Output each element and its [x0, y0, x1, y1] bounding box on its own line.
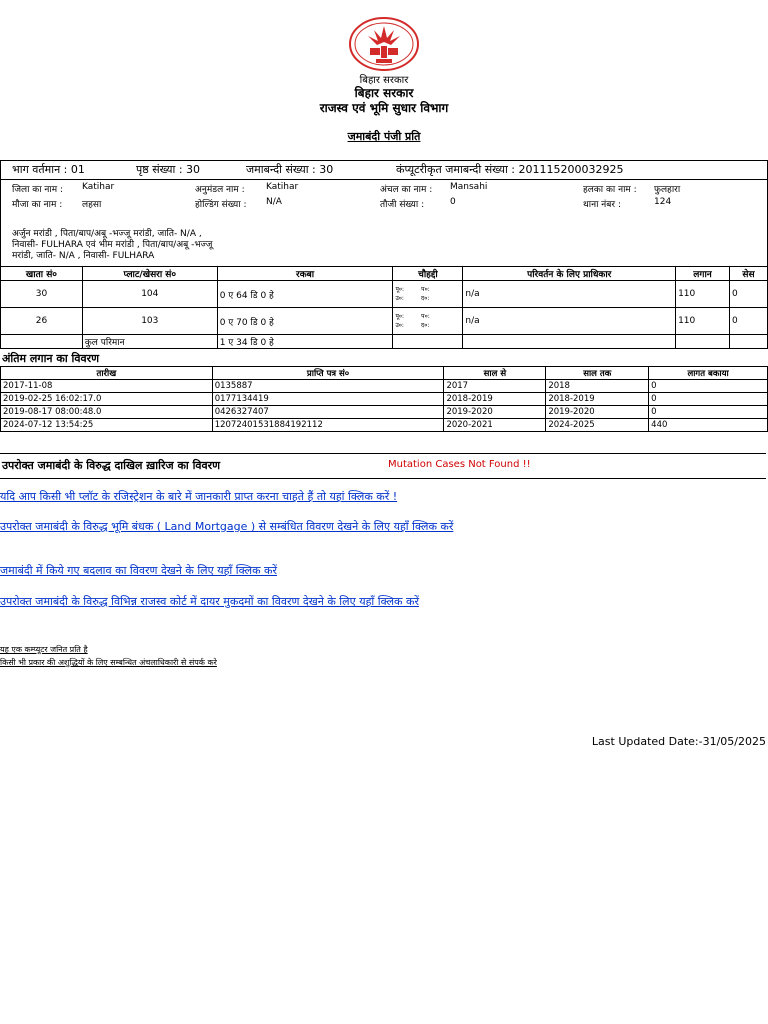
receipt-cell: 12072401531884192112 [212, 419, 444, 432]
summary-divider [0, 179, 768, 180]
lagan-table [0, 366, 768, 432]
boundary-west: प०: [421, 286, 430, 293]
chauhaddi-cell [393, 281, 463, 308]
contact-note: किसी भी प्रकार की अशुद्धियों के लिए सम्बन्धित अंचलाधिकारी से संपर्क करे [0, 658, 217, 667]
boundary-east: पू०: [395, 313, 404, 320]
header-year-from: साल से [444, 367, 546, 380]
mauza-value: लहसा [82, 200, 102, 210]
khata-cell: 26 [1, 308, 83, 335]
year-to-cell: 2024-2025 [546, 419, 649, 432]
circle-label: अंचल का नाम : [380, 185, 433, 195]
lagan-section-title: अंतिम लगान का विवरण [2, 352, 100, 365]
date-cell: 2017-11-08 [1, 380, 213, 393]
halka-value: फुलहारा [654, 185, 681, 195]
tauzi-label: तौजी संख्या : [380, 200, 425, 210]
empty-cell [463, 335, 676, 349]
prishth-sankhya: पृष्ठ संख्या : 30 [136, 163, 201, 176]
jamabandi-sankhya: जमाबन्दी संख्या : 30 [246, 163, 334, 176]
subdivision-label: अनुमंडल नाम : [195, 185, 245, 195]
receipt-cell: 0177134419 [212, 393, 444, 406]
rakba-cell: 0 ए 70 डि 0 हे [217, 308, 393, 335]
boundary-west: प०: [421, 313, 430, 320]
year-from-cell: 2017 [444, 380, 546, 393]
district-value: Katihar [82, 182, 115, 192]
document-title: जमाबंदी पंजी प्रति [347, 130, 421, 143]
halka-label: हलका का नाम : [583, 185, 637, 195]
receipt-cell: 0426327407 [212, 406, 444, 419]
table-row [1, 406, 768, 419]
boundary-east: पू०: [395, 286, 404, 293]
khata-cell: 30 [1, 281, 83, 308]
header-date: तारीख [1, 367, 213, 380]
year-to-cell: 2018-2019 [546, 393, 649, 406]
owner-line-1: अर्जुन मरांडी , पिता/बाप/अबू -भज्जू मरांडी, जाति- N/A , [12, 229, 202, 239]
date-cell: 2024-07-12 13:54:25 [1, 419, 213, 432]
total-rakba: 1 ए 34 डि 0 हे [217, 335, 393, 349]
bihar-government-emblem-icon [348, 16, 420, 72]
rakba-cell: 0 ए 64 डि 0 हे [217, 281, 393, 308]
gov-title: बिहार सरकार [354, 86, 414, 100]
mutation-title: उपरोक्त जमाबंदी के विरुद्ध दाखिल ख़ारिज का विवरण [2, 459, 221, 472]
header-due: लागत बकाया [649, 367, 768, 380]
ses-cell: 0 [730, 308, 768, 335]
date-cell: 2019-08-17 08:00:48.0 [1, 406, 213, 419]
thana-label: थाना नंबर : [583, 200, 621, 210]
jamabandi-changes-link[interactable]: जमाबंदी में किये गए बदलाव का विवरण देखने के लिए यहाँ क्लिक करें [0, 564, 277, 577]
due-cell: 0 [649, 380, 768, 393]
table-row [1, 308, 768, 335]
subdivision-value: Katihar [266, 182, 299, 192]
due-cell: 440 [649, 419, 768, 432]
table-row [1, 281, 768, 308]
plot-cell: 103 [82, 308, 217, 335]
lagan-cell: 110 [676, 281, 730, 308]
land-mortgage-link[interactable]: उपरोक्त जमाबंदी के विरुद्ध भूमि बंधक ( Land Mortgage ) से सम्बंधित विवरण देखने के लिए यहाँ क्लिक करें [0, 520, 454, 533]
department-title: राजस्व एवं भूमि सुधार विभाग [319, 101, 449, 115]
gov-small-label: बिहार सरकार [359, 75, 409, 86]
circle-value: Mansahi [450, 182, 488, 192]
holding-label: होल्डिंग संख्या : [195, 200, 247, 210]
due-cell: 0 [649, 393, 768, 406]
year-to-cell: 2018 [546, 380, 649, 393]
header-ses: सेस [730, 267, 768, 281]
bhag-vartaman: भाग वर्तमान : 01 [12, 163, 85, 176]
header-chauhaddi: चौहद्दी [393, 267, 463, 281]
lagan-table-header [1, 367, 768, 380]
empty-cell [676, 335, 730, 349]
header-authority: परिवर्तन के लिए प्राधिकार [463, 267, 676, 281]
table-row [1, 393, 768, 406]
computer-generated-note: यह एक कम्प्यूटर जनित प्रति है [0, 645, 88, 654]
header-rakba: रकबा [217, 267, 393, 281]
revenue-court-cases-link[interactable]: उपरोक्त जमाबंदी के विरुद्ध विभिन्न राजस्व कोर्ट में दायर मुकदमों का विवरण देखने के लिए यहाँ क्लिक करें [0, 595, 419, 608]
mutation-status: Mutation Cases Not Found !! [388, 459, 531, 470]
thana-value: 124 [654, 197, 672, 207]
computer-jamabandi-sankhya: कंप्यूटरीकृत जमाबन्दी संख्या : 201115200032925 [396, 163, 624, 176]
empty-cell [393, 335, 463, 349]
header-year-to: साल तक [546, 367, 649, 380]
table-row [1, 419, 768, 432]
boundary-north: उ०: [395, 322, 404, 329]
due-cell: 0 [649, 406, 768, 419]
date-cell: 2019-02-25 16:02:17.0 [1, 393, 213, 406]
tauzi-value: 0 [450, 197, 456, 207]
owner-line-2: निवासी- FULHARA एवं भीम मरांडी , पिता/बाप/अबू -भज्जू [12, 240, 213, 250]
last-updated-date: Last Updated Date:-31/05/2025 [591, 735, 766, 748]
boundary-south: द०: [421, 295, 430, 302]
owner-line-3: मरांडी, जाति- N/A , निवासी- FULHARA [12, 251, 155, 261]
empty-cell [730, 335, 768, 349]
chauhaddi-cell [393, 308, 463, 335]
khata-table [0, 266, 768, 349]
district-label: जिला का नाम : [12, 185, 64, 195]
holding-value: N/A [266, 197, 282, 207]
registration-info-link[interactable]: यदि आप किसी भी प्लॉट के रजिस्ट्रेशन के बारे में जानकारी प्राप्त करना चाहते हैं तो यहां क्लिक करें ! [0, 490, 398, 503]
khata-table-header [1, 267, 768, 281]
authority-cell: n/a [463, 308, 676, 335]
receipt-cell: 0135887 [212, 380, 444, 393]
total-label: कुल परिमान [82, 335, 217, 349]
header-receipt: प्राप्ति पत्र सं० [212, 367, 444, 380]
plot-cell: 104 [82, 281, 217, 308]
year-from-cell: 2019-2020 [444, 406, 546, 419]
authority-cell: n/a [463, 281, 676, 308]
boundary-south: द०: [421, 322, 430, 329]
header-plot: प्लाट/खेसरा सं० [82, 267, 217, 281]
year-to-cell: 2019-2020 [546, 406, 649, 419]
table-row [1, 380, 768, 393]
ses-cell: 0 [730, 281, 768, 308]
lagan-cell: 110 [676, 308, 730, 335]
header-lagan: लगान [676, 267, 730, 281]
boundary-north: उ०: [395, 295, 404, 302]
total-row [1, 335, 768, 349]
year-from-cell: 2020-2021 [444, 419, 546, 432]
empty-cell [1, 335, 83, 349]
header-khata: खाता सं० [1, 267, 83, 281]
mauza-label: मौजा का नाम : [12, 200, 63, 210]
year-from-cell: 2018-2019 [444, 393, 546, 406]
